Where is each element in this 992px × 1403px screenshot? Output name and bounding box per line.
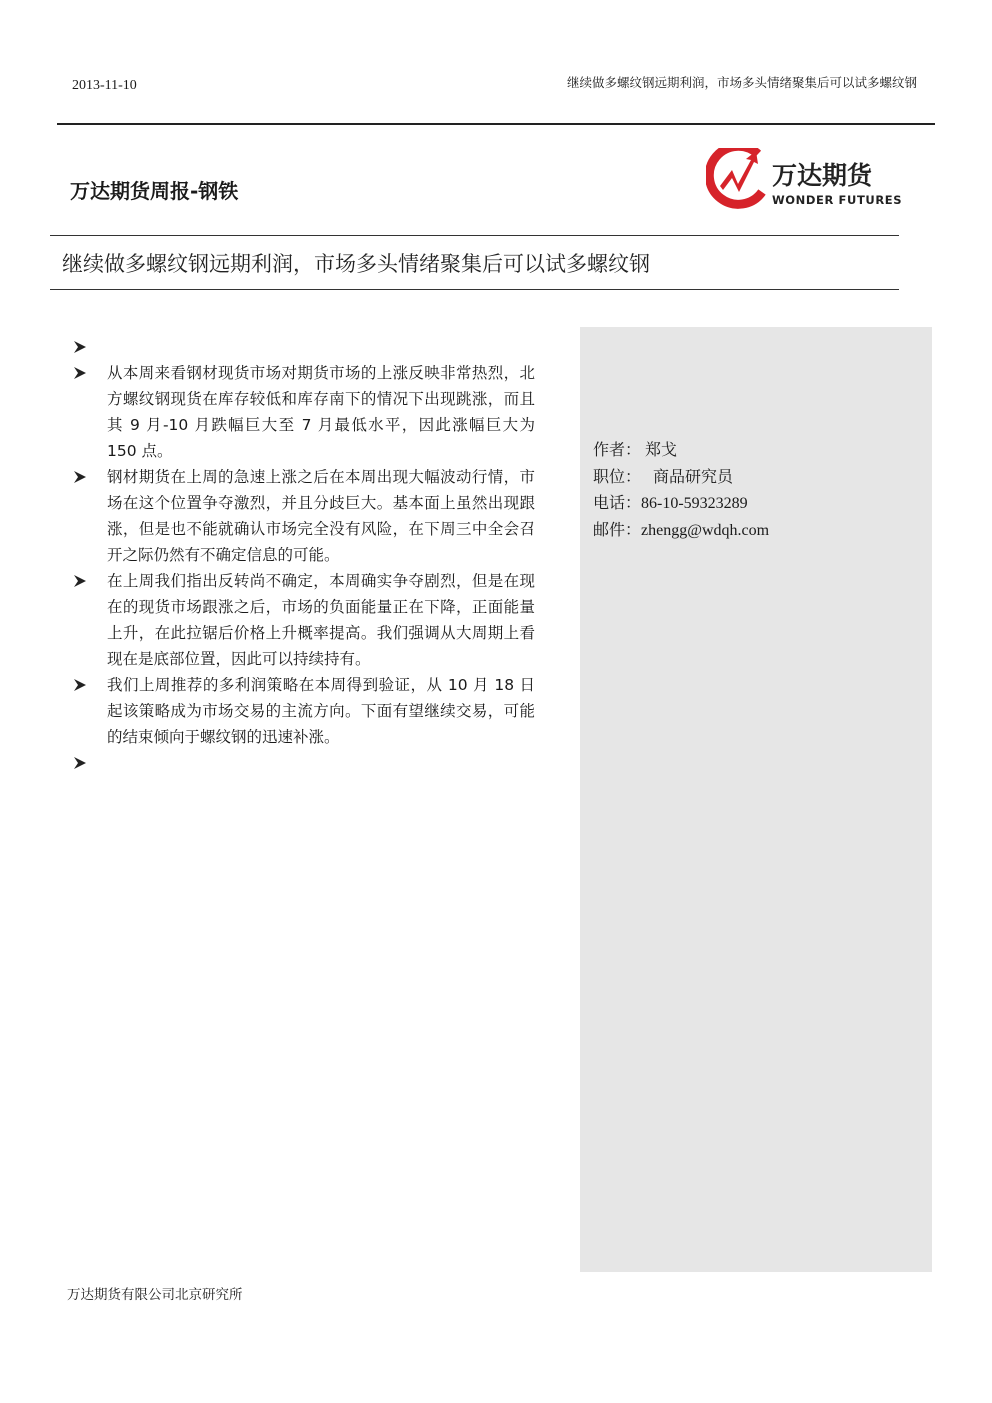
arrowhead-bullet-icon <box>73 360 87 386</box>
position-value: 商品研究员 <box>653 468 734 486</box>
headline-rule-bottom <box>50 289 899 290</box>
bullet-item <box>73 568 535 672</box>
email-value[interactable]: zhengg@wdqh.com <box>641 521 770 539</box>
phone-value: 86-10-59323289 <box>641 495 748 512</box>
report-name: 万达期货周报-钢铁 <box>70 179 239 203</box>
position-label: 职位： <box>593 468 642 486</box>
arrowhead-bullet-icon <box>73 750 87 776</box>
bullet-item <box>73 334 535 360</box>
email-label: 邮件： <box>593 521 642 539</box>
logo-en-text: WONDER FUTURES <box>772 193 903 207</box>
phone-row <box>593 491 769 518</box>
logo-cn-text: 万达期货 <box>772 161 873 190</box>
email-row <box>593 518 769 545</box>
bullet-item <box>73 360 535 464</box>
headline-rule-top <box>50 235 899 236</box>
author-row <box>593 438 769 465</box>
running-header-title: 继续做多螺纹钢远期利润，市场多头情绪聚集后可以试多螺纹钢 <box>566 75 917 90</box>
author-label: 作者： <box>593 442 642 459</box>
phone-label: 电话： <box>593 495 642 512</box>
bullet-item <box>73 672 535 750</box>
bullet-text: 钢材期货在上周的急速上涨之后在本周出现大幅波动行情，市场在这个位置争夺激烈，并且分歧巨大。基本面上虽然出现跟涨，但是也不能就确认市场完全没有风险，在下周三中全会召开之际仍然有不确定信息的可能。 <box>107 468 535 564</box>
bullet-item <box>73 750 535 776</box>
bullet-text: 我们上周推荐的多利润策略在本周得到验证，从 10 月 18 日起该策略成为市场交易的主流方向。下面有望继续交易，可能的结束倾向于螺纹钢的迅速补涨。 <box>107 676 535 746</box>
arrowhead-bullet-icon <box>73 672 87 698</box>
author-value: 郑戈 <box>645 442 678 459</box>
wonder-futures-logo <box>706 148 916 212</box>
arrowhead-bullet-icon <box>73 568 87 594</box>
footer-institution: 万达期货有限公司北京研究所 <box>67 1287 243 1303</box>
logo-mark-icon <box>709 148 762 204</box>
report-date: 2013-11-10 <box>72 78 137 93</box>
arrowhead-bullet-icon <box>73 464 87 490</box>
arrowhead-bullet-icon <box>73 334 87 360</box>
header-rule <box>57 123 935 125</box>
bullet-text: 从本周来看钢材现货市场对期货市场的上涨反映非常热烈，北方螺纹钢现货在库存较低和库存南下的情况下出现跳涨，而且其 9 月-10 月跌幅巨大至 7 月最低水平，因此涨幅巨大为 150 点。 <box>107 364 535 460</box>
author-info <box>593 438 769 544</box>
summary-bullet-list <box>73 334 535 776</box>
headline: 继续做多螺纹钢远期利润，市场多头情绪聚集后可以试多螺纹钢 <box>62 252 650 276</box>
bullet-item <box>73 464 535 568</box>
position-row <box>593 465 769 492</box>
bullet-text: 在上周我们指出反转尚不确定，本周确实争夺剧烈，但是在现在的现货市场跟涨之后，市场的负面能量正在下降，正面能量上升，在此拉锯后价格上升概率提高。我们强调从大周期上看现在是底部位置，因此可以持续持有。 <box>107 572 535 668</box>
